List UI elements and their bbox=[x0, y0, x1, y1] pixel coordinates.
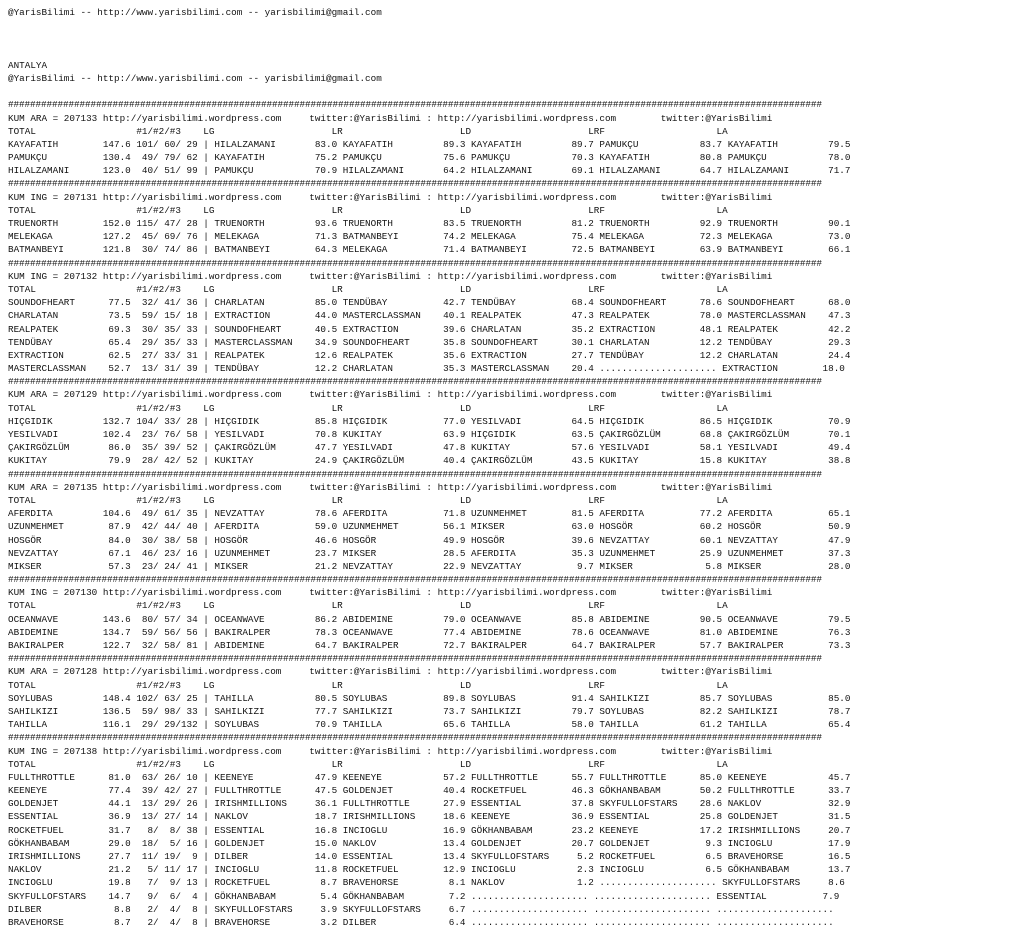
table-row: YESILVADI 102.4 23/ 76/ 58 | YESILVADI 70.8 KUKITAY 63.9 HIÇGIDIK 63.5 ÇAKIRGÖZLÜM 68.8 ÇAKIRGÖZLÜM 70.1 bbox=[8, 429, 851, 440]
race-block bbox=[8, 573, 1024, 652]
spacer bbox=[8, 32, 1024, 45]
race-title: KUM ARA = 207129 http://yarisbilimi.wordpress.com twitter:@YarisBilimi : http://yarisbilimi.wordpress.com twitter:@YarisBilimi bbox=[8, 389, 773, 401]
table-row: REALPATEK 69.3 30/ 35/ 33 | SOUNDOFHEART 40.5 EXTRACTION 39.6 CHARLATAN 35.2 EXTRACTION 48.1 REALPATEK 42.2 bbox=[8, 323, 851, 335]
table-row: NAKLOV 21.2 5/ 11/ 17 | INCIOGLU 11.8 ROCKETFUEL 12.9 INCIOGLU 2.3 INCIOGLU 6.5 GÖKHANBABAM 13.7 bbox=[8, 864, 851, 876]
race-block bbox=[8, 375, 1024, 467]
table-row: MIKSER 57.3 23/ 24/ 41 | MIKSER 21.2 NEVZATTAY 22.9 NEVZATTAY 9.7 MIKSER 5.8 MIKSER 28.0 bbox=[8, 560, 851, 572]
separator-line: #################################################################################################################################################### bbox=[8, 574, 822, 586]
separator-line: #################################################################################################################################################### bbox=[8, 468, 822, 480]
table-row: GÖKHANBABAM 29.0 18/ 5/ 16 | GOLDENJET 15.0 NAKLOV 13.4 GOLDENJET 20.7 GOLDENJET 9.3 INCIOGLU 17.9 bbox=[8, 837, 851, 849]
table-row: INCIOGLU 19.8 7/ 9/ 13 | ROCKETFUEL 8.7 BRAVEHORSE 8.1 NAKLOV 1.2 ..................... SKYFULLOFSTARS 8.6 bbox=[8, 877, 845, 889]
race-block bbox=[8, 468, 1024, 574]
race-title: KUM ING = 207138 http://yarisbilimi.wordpress.com twitter:@YarisBilimi : http://yarisbilimi.wordpress.com twitter:@YarisBilimi bbox=[8, 745, 773, 757]
table-row: IRISHMILLIONS 27.7 11/ 19/ 9 | DILBER 14.0 ESSENTIAL 13.4 SKYFULLOFSTARS 5.2 ROCKETFUEL 6.5 BRAVEHORSE 16.5 bbox=[8, 851, 851, 862]
separator-line: #################################################################################################################################################### bbox=[8, 376, 822, 388]
city-title: ANTALYA bbox=[8, 59, 48, 71]
race-title: KUM ARA = 207133 http://yarisbilimi.wordpress.com twitter:@YarisBilimi : http://yarisbilimi.wordpress.com twitter:@YarisBilimi bbox=[8, 112, 773, 124]
table-row: ÇAKIRGÖZLÜM 86.0 35/ 39/ 52 | ÇAKIRGÖZLÜM 47.7 YESILVADI 47.8 KUKITAY 57.6 YESILVADI 58.1 YESILVADI 49.4 bbox=[8, 442, 851, 454]
table-row: BAKIRALPER 122.7 32/ 58/ 81 | ABIDEMINE 64.7 BAKIRALPER 72.7 BAKIRALPER 64.7 BAKIRALPER 57.7 BAKIRALPER 73.3 bbox=[8, 640, 851, 651]
table-row: FULLTHROTTLE 81.0 63/ 26/ 10 | KEENEYE 47.9 KEENEYE 57.2 FULLTHROTTLE 55.7 FULLTHROTTLE 85.0 KEENEYE 45.7 bbox=[8, 771, 851, 783]
race-block bbox=[8, 177, 1024, 256]
table-row: UZUNMEHMET 87.9 42/ 44/ 40 | AFERDITA 59.0 UZUNMEHMET 56.1 MIKSER 63.0 HOSGÖR 60.2 HOSGÖR 50.9 bbox=[8, 521, 851, 533]
table-row: BATMANBEYI 121.8 30/ 74/ 86 | BATMANBEYI 64.3 MELEKAGA 71.4 BATMANBEYI 72.5 BATMANBEYI 63.9 BATMANBEYI 66.1 bbox=[8, 244, 851, 256]
column-header: TOTAL #1/#2/#3 LG LR LD LRF LA bbox=[8, 494, 728, 506]
spacer bbox=[8, 19, 1024, 32]
table-row: KAYAFATIH 147.6 101/ 60/ 29 | HILALZAMANI 83.0 KAYAFATIH 89.3 KAYAFATIH 89.7 PAMUKÇU 83.7 KAYAFATIH 79.5 bbox=[8, 138, 851, 150]
table-row: ESSENTIAL 36.9 13/ 27/ 14 | NAKLOV 18.7 IRISHMILLIONS 18.6 KEENEYE 36.9 ESSENTIAL 25.8 GOLDENJET 31.5 bbox=[8, 811, 851, 823]
race-block bbox=[8, 652, 1024, 731]
spacer bbox=[8, 85, 1024, 98]
table-row: HILALZAMANI 123.0 40/ 51/ 99 | PAMUKÇU 70.9 HILALZAMANI 64.2 HILALZAMANI 69.1 HILALZAMANI 64.7 HILALZAMANI 71.7 bbox=[8, 165, 851, 177]
table-row: ROCKETFUEL 31.7 8/ 8/ 38 | ESSENTIAL 16.8 INCIOGLU 16.9 GÖKHANBABAM 23.2 KEENEYE 17.2 IRISHMILLIONS 20.7 bbox=[8, 824, 851, 836]
race-block bbox=[8, 98, 1024, 177]
table-row: EXTRACTION 62.5 27/ 33/ 31 | REALPATEK 12.6 REALPATEK 35.6 EXTRACTION 27.7 TENDÜBAY 12.2 CHARLATAN 24.4 bbox=[8, 349, 851, 361]
column-header: TOTAL #1/#2/#3 LG LR LD LRF LA bbox=[8, 283, 728, 295]
table-row: NEVZATTAY 67.1 46/ 23/ 16 | UZUNMEHMET 23.7 MIKSER 28.5 AFERDITA 35.3 UZUNMEHMET 25.9 UZUNMEHMET 37.3 bbox=[8, 547, 851, 559]
table-row: TENDÜBAY 65.4 29/ 35/ 33 | MASTERCLASSMAN 34.9 SOUNDOFHEART 35.8 SOUNDOFHEART 30.1 CHARLATAN 12.2 TENDÜBAY 29.3 bbox=[8, 336, 851, 348]
table-row: SOUNDOFHEART 77.5 32/ 41/ 36 | CHARLATAN 85.0 TENDÜBAY 42.7 TENDÜBAY 68.4 SOUNDOFHEART 78.6 SOUNDOFHEART 68.0 bbox=[8, 297, 851, 309]
table-row: AFERDITA 104.6 49/ 61/ 35 | NEVZATTAY 78.6 AFERDITA 71.8 UZUNMEHMET 81.5 AFERDITA 77.2 AFERDITA 65.1 bbox=[8, 508, 851, 520]
table-row: KUKITAY 79.9 28/ 42/ 52 | KUKITAY 24.9 ÇAKIRGÖZLÜM 40.4 ÇAKIRGÖZLÜM 43.5 KUKITAY 15.8 KUKITAY 38.8 bbox=[8, 455, 851, 467]
separator-line: #################################################################################################################################################### bbox=[8, 257, 822, 269]
table-row: SKYFULLOFSTARS 14.7 9/ 6/ 4 | GÖKHANBABAM 5.4 GÖKHANBABAM 7.2 ..................... ..................... ESSENTIAL 7.9 bbox=[8, 890, 840, 902]
column-header: TOTAL #1/#2/#3 LG LR LD LRF LA bbox=[8, 204, 728, 216]
table-row: TAHILLA 116.1 29/ 29/132 | SOYLUBAS 70.9 TAHILLA 65.6 TAHILLA 58.0 TAHILLA 61.2 TAHILLA 65.4 bbox=[8, 719, 851, 731]
separator-line: #################################################################################################################################################### bbox=[8, 99, 822, 111]
column-header: TOTAL #1/#2/#3 LG LR LD LRF LA bbox=[8, 402, 728, 414]
race-list bbox=[8, 98, 1024, 929]
separator-line: #################################################################################################################################################### bbox=[8, 732, 822, 744]
race-title: KUM ARA = 207128 http://yarisbilimi.wordpress.com twitter:@YarisBilimi : http://yarisbilimi.wordpress.com twitter:@YarisBilimi bbox=[8, 666, 773, 678]
table-row: OCEANWAVE 143.6 80/ 57/ 34 | OCEANWAVE 86.2 ABIDEMINE 79.0 OCEANWAVE 85.8 ABIDEMINE 90.5 OCEANWAVE 79.5 bbox=[8, 613, 851, 625]
race-title: KUM ING = 207132 http://yarisbilimi.wordpress.com twitter:@YarisBilimi : http://yarisbilimi.wordpress.com twitter:@YarisBilimi bbox=[8, 270, 773, 282]
sub-header-line: @YarisBilimi -- http://www.yarisbilimi.com -- yarisbilimi@gmail.com bbox=[8, 72, 382, 84]
column-header: TOTAL #1/#2/#3 LG LR LD LRF LA bbox=[8, 600, 728, 612]
race-block bbox=[8, 731, 1024, 929]
separator-line: #################################################################################################################################################### bbox=[8, 653, 822, 665]
table-row: MASTERCLASSMAN 52.7 13/ 31/ 39 | TENDÜBAY 12.2 CHARLATAN 35.3 MASTERCLASSMAN 20.4 ..................... EXTRACTION 18.0 bbox=[8, 363, 845, 375]
column-header: TOTAL #1/#2/#3 LG LR LD LRF LA bbox=[8, 679, 728, 691]
race-block bbox=[8, 257, 1024, 376]
table-row: CHARLATAN 73.5 59/ 15/ 18 | EXTRACTION 44.0 MASTERCLASSMAN 40.1 REALPATEK 47.3 REALPATEK 78.0 MASTERCLASSMAN 47.3 bbox=[8, 310, 851, 322]
table-row: MELEKAGA 127.2 45/ 69/ 76 | MELEKAGA 71.3 BATMANBEYI 74.2 MELEKAGA 75.4 MELEKAGA 72.3 MELEKAGA 73.0 bbox=[8, 231, 851, 243]
separator-line: #################################################################################################################################################### bbox=[8, 178, 822, 190]
spacer bbox=[8, 46, 1024, 59]
race-title: KUM ING = 207130 http://yarisbilimi.wordpress.com twitter:@YarisBilimi : http://yarisbilimi.wordpress.com twitter:@YarisBilimi bbox=[8, 587, 773, 599]
table-row: BRAVEHORSE 8.7 2/ 4/ 8 | BRAVEHORSE 3.2 DILBER 6.4 ..................... ..................... ..................... bbox=[8, 916, 834, 928]
table-row: GOLDENJET 44.1 13/ 29/ 26 | IRISHMILLIONS 36.1 FULLTHROTTLE 27.9 ESSENTIAL 37.8 SKYFULLOFSTARS 28.6 NAKLOV 32.9 bbox=[8, 798, 851, 810]
header-line: @YarisBilimi -- http://www.yarisbilimi.com -- yarisbilimi@gmail.com bbox=[8, 7, 382, 18]
table-row: TRUENORTH 152.0 115/ 47/ 28 | TRUENORTH 93.6 TRUENORTH 83.5 TRUENORTH 81.2 TRUENORTH 92.9 TRUENORTH 90.1 bbox=[8, 218, 851, 229]
table-row: SOYLUBAS 148.4 102/ 63/ 25 | TAHILLA 80.5 SOYLUBAS 89.8 SOYLUBAS 91.4 SAHILKIZI 85.7 SOYLUBAS 85.0 bbox=[8, 692, 851, 704]
table-row: SAHILKIZI 136.5 59/ 98/ 33 | SAHILKIZI 77.7 SAHILKIZI 73.7 SAHILKIZI 79.7 SOYLUBAS 82.2 SAHILKIZI 78.7 bbox=[8, 705, 851, 717]
table-row: HOSGÖR 84.0 30/ 38/ 58 | HOSGÖR 46.6 HOSGÖR 49.9 HOSGÖR 39.6 NEVZATTAY 60.1 NEVZATTAY 47.9 bbox=[8, 534, 851, 546]
table-row: KEENEYE 77.4 39/ 42/ 27 | FULLTHROTTLE 47.5 GOLDENJET 40.4 ROCKETFUEL 46.3 GÖKHANBABAM 50.2 FULLTHROTTLE 33.7 bbox=[8, 785, 851, 797]
table-row: HIÇGIDIK 132.7 104/ 33/ 28 | HIÇGIDIK 85.8 HIÇGIDIK 77.0 YESILVADI 64.5 HIÇGIDIK 86.5 HIÇGIDIK 70.9 bbox=[8, 415, 851, 427]
column-header: TOTAL #1/#2/#3 LG LR LD LRF LA bbox=[8, 758, 728, 770]
table-row: DILBER 8.8 2/ 4/ 8 | SKYFULLOFSTARS 3.9 SKYFULLOFSTARS 6.7 ..................... ..................... ..................... bbox=[8, 903, 834, 915]
column-header: TOTAL #1/#2/#3 LG LR LD LRF LA bbox=[8, 125, 728, 137]
race-title: KUM ING = 207131 http://yarisbilimi.wordpress.com twitter:@YarisBilimi : http://yarisbilimi.wordpress.com twitter:@YarisBilimi bbox=[8, 191, 773, 203]
race-title: KUM ARA = 207135 http://yarisbilimi.wordpress.com twitter:@YarisBilimi : http://yarisbilimi.wordpress.com twitter:@YarisBilimi bbox=[8, 481, 773, 493]
results-document bbox=[8, 6, 1024, 946]
table-row: ABIDEMINE 134.7 59/ 56/ 56 | BAKIRALPER 78.3 OCEANWAVE 77.4 ABIDEMINE 78.6 OCEANWAVE 81.0 ABIDEMINE 76.3 bbox=[8, 626, 851, 638]
table-row: PAMUKÇU 130.4 49/ 79/ 62 | KAYAFATIH 75.2 PAMUKÇU 75.6 PAMUKÇU 70.3 KAYAFATIH 80.8 PAMUKÇU 78.0 bbox=[8, 152, 851, 164]
